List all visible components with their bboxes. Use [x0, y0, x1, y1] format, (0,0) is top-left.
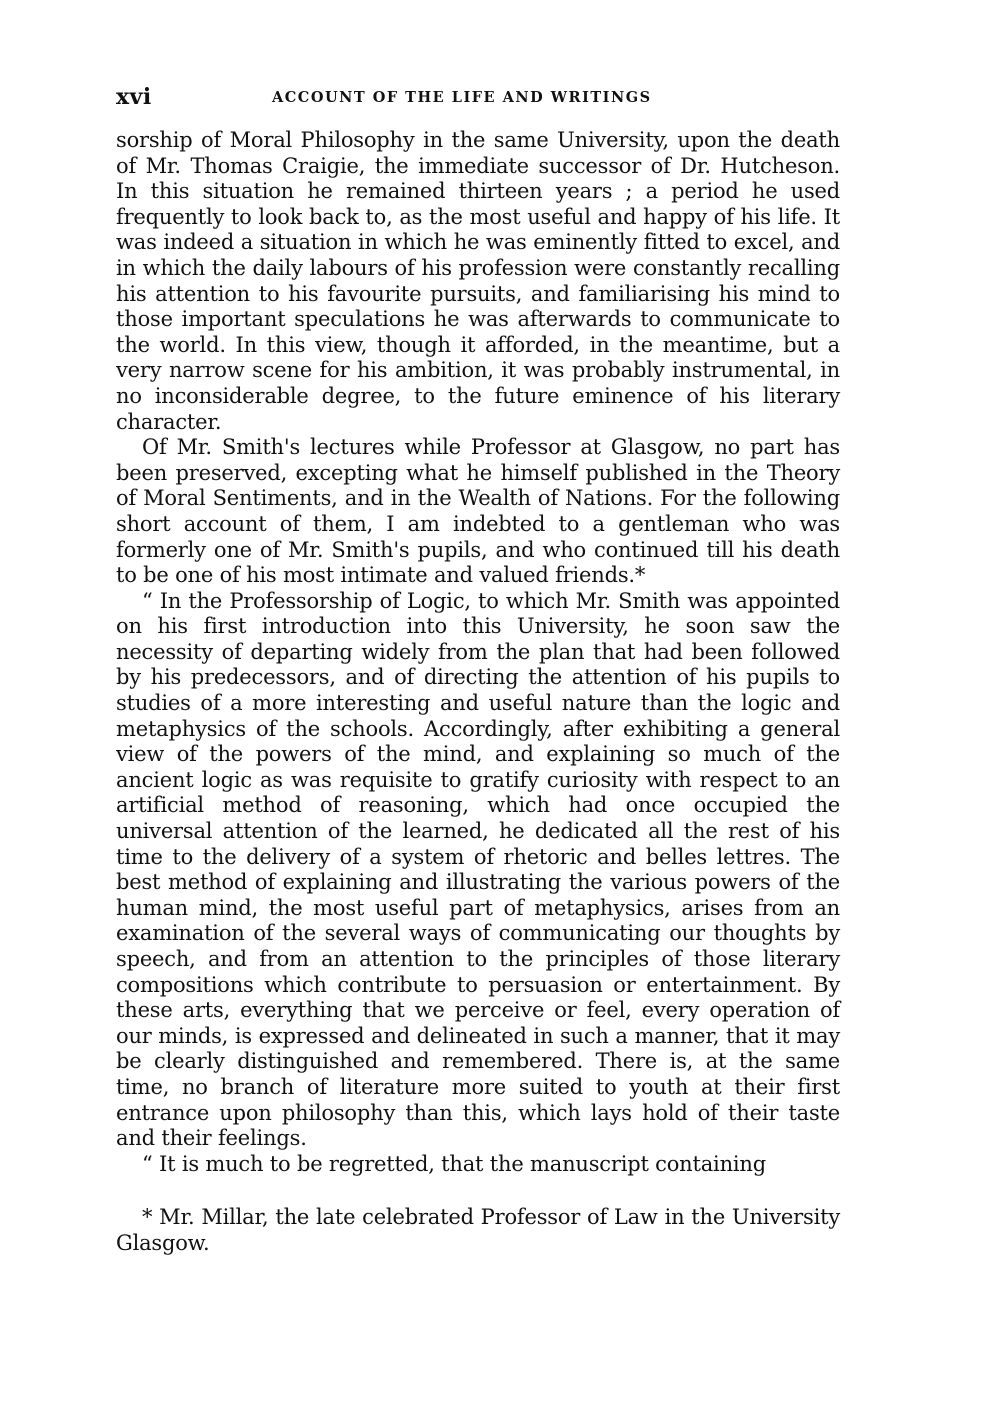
paragraph-continuation: sorship of Moral Philosophy in the same University, upon the death of Mr. Thomas Craigie, the immediate successor of Dr. Hutcheson. In this situation he remained thirteen years ; a period he used frequently to look back to, as the most useful and happy of his life. It was indeed a situation in which he was eminently fitted to excel, and in which the daily labours of his profession were constantly recalling his attention to his favourite pursuits, and familiarising his mind to those important speculations he was afterwards to communicate to the world. In this view, though it afforded, in the meantime, but a very narrow scene for his ambition, it was probably instrumental, in no inconsiderable degree, to the future eminence of his literary character.	[116, 128, 840, 434]
page-number: xvi	[116, 84, 152, 110]
body-text	[116, 128, 840, 1177]
book-page	[116, 84, 840, 1278]
paragraph-logic-professorship: “ In the Professorship of Logic, to which Mr. Smith was appointed on his first introduction into this University, he soon saw the necessity of departing widely from the plan that had been followed by his predecessors, and of directing the attention of his pupils to studies of a more interesting and useful nature than the logic and metaphysics of the schools. Accordingly, after exhibiting a general view of the powers of the mind, and explaining so much of the ancient logic as was requisite to gratify curiosity with respect to an artificial method of reasoning, which had once occupied the universal attention of the learned, he dedicated all the rest of his time to the delivery of a system of rhetoric and belles lettres. The best method of explaining and illustrating the various powers of the human mind, the most useful part of metaphysics, arises from an examination of the several ways of communicating our thoughts by speech, and from an attention to the principles of those literary compositions which contribute to persuasion or entertainment. By these arts, everything that we perceive or feel, every operation of our minds, is expressed and delineated in such a manner, that it may be clearly distinguished and remembered. There is, at the same time, no branch of literature more suited to youth at their first entrance upon philosophy than this, which lays hold of their taste and their feelings.	[116, 588, 840, 1151]
running-title: ACCOUNT OF THE LIFE AND WRITINGS	[272, 89, 652, 106]
paragraph-manuscript: “ It is much to be regretted, that the manuscript containing	[142, 1151, 766, 1176]
running-head	[116, 84, 840, 116]
footnote: * Mr. Millar, the late celebrated Professor of Law in the University Glasgow.	[116, 1205, 840, 1255]
paragraph-lectures: Of Mr. Smith's lectures while Professor at Glasgow, no part has been preserved, excepting what he himself published in the Theory of Moral Sentiments, and in the Wealth of Nations. For the following short account of them, I am indebted to a gentleman who was formerly one of Mr. Smith's pupils, and who continued till his death to be one of his most intimate and valued friends.*	[116, 435, 840, 588]
